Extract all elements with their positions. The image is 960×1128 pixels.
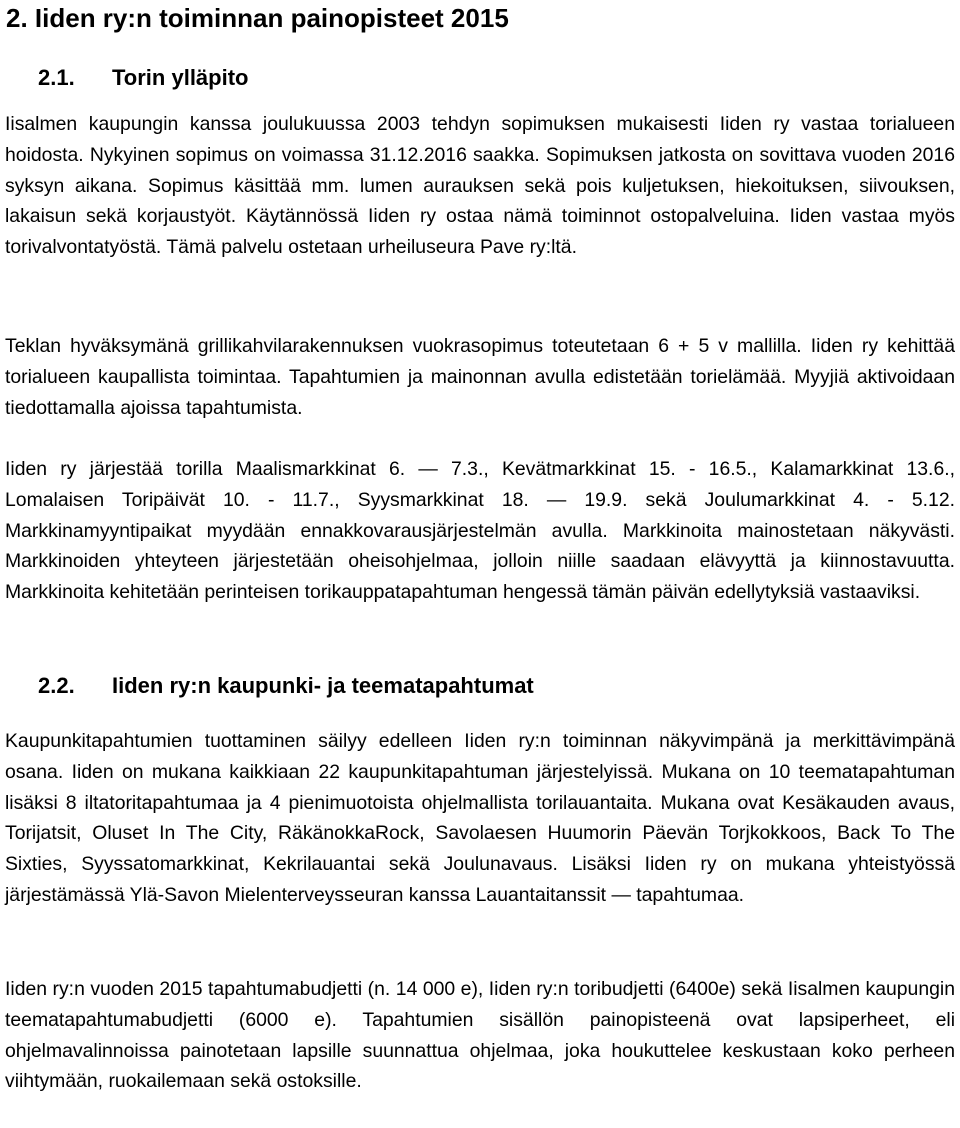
- section-number: 2.2.: [38, 673, 75, 698]
- paragraph-budjetti: Iiden ry:n vuoden 2015 tapahtumabudjetti (n. 14 000 e), Iiden ry:n toribudjetti (6400e) sekä Iisalmen kaupungin teematapahtumabudjetti (6000 e). Tapahtumien sisällön painopisteenä ovat lapsiperheet, eli ohjelmavalinnoissa painotetaan lapsille suunnattua ohjelmaa, joka houkuttelee keskustaan koko perheen viihtymään, ruokailemaan sekä ostoksille.: [5, 978, 955, 1093]
- paragraph-kaupunkitapahtumat: Kaupunkitapahtumien tuottaminen säilyy edelleen Iiden ry:n toiminnan näkyvimpänä ja merkittävimpänä osana. Iiden on mukana kaikkiaan 22 kaupunkitapahtuman järjestelyissä. Mukana on 10 teematapahtuman lisäksi 8 iltatoritapahtumaa ja 4 pienimuotoista ohjelmallista torilauantaita. Mukana ovat Kesäkauden avaus, Torijatsit, Oluset In The City, RäkänokkaRock, Savolaesen Huumorin Päevän Torjkokkoos, Back To The Sixties, Syyssatomarkkinat, Kekrilauantai sekä Joulunavaus. Lisäksi Iiden ry on mukana yhteistyössä järjestämässä Ylä-Savon Mielenterveysseuran kanssa Lauantaitanssit — tapahtumaa.: [5, 730, 955, 906]
- main-heading: 2. Iiden ry:n toiminnan painopisteet 2015: [6, 3, 509, 33]
- paragraph-teklan: Teklan hyväksymänä grillikahvilarakennuksen vuokrasopimus toteutetaan 6 + 5 v mallilla. Iiden ry kehittää torialueen kaupallista toimintaa. Tapahtumien ja mainonnan avulla edistetään torielämää. Myyjiä aktivoidaan tiedottamalla ajoissa tapahtumista.: [5, 335, 955, 419]
- section-title: Torin ylläpito: [112, 65, 249, 90]
- section-number: 2.1.: [38, 65, 75, 90]
- section-heading-2-2: [38, 672, 534, 700]
- section-heading-2-1: [38, 64, 248, 92]
- paragraph-torin-sopimus: Iisalmen kaupungin kanssa joulukuussa 2003 tehdyn sopimuksen mukaisesti Iiden ry vastaa torialueen hoidosta. Nykyinen sopimus on voimassa 31.12.2016 saakka. Sopimuksen jatkosta on sovittava vuoden 2016 syksyn aikana. Sopimus käsittää mm. lumen aurauksen sekä pois kuljetuksen, hiekoituksen, siivouksen, lakaisun sekä korjaustyöt. Käytännössä Iiden ry ostaa nämä toiminnot ostopalveluina. Iiden vastaa myös torivalvontatyöstä. Tämä palvelu ostetaan urheiluseura Pave ry:ltä.: [5, 113, 955, 259]
- section-title: Iiden ry:n kaupunki- ja teematapahtumat: [112, 673, 534, 698]
- paragraph-markkinat: Iiden ry järjestää torilla Maalismarkkinat 6. — 7.3., Kevätmarkkinat 15. - 16.5., Kalamarkkinat 13.6., Lomalaisen Toripäivät 10. - 11.7., Syysmarkkinat 18. — 19.9. sekä Joulumarkkinat 4. - 5.12. Markkinamyyntipaikat myydään ennakkovarausjärjestelmän avulla. Markkinoita mainostetaan näkyvästi. Markkinoiden yhteyteen järjestetään oheisohjelmaa, jolloin niille saadaan elävyyttä ja kiinnostavuutta. Markkinoita kehitetään perinteisen torikauppatapahtuman hengessä tämän päivän edellytyksiä vastaaviksi.: [5, 458, 955, 604]
